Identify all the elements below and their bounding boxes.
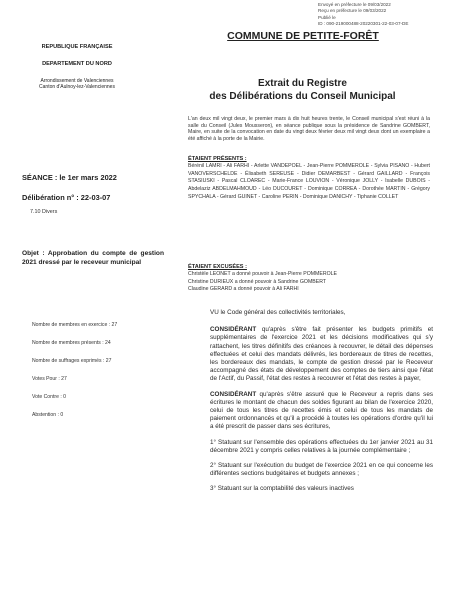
considering-text: qu'après s'être assuré que le Receveur a repris dans ses écritures le montant de chacun des soldes figurant au bilan de l'exercice 2020, celui de tous les titres de recettes émis et celui de tous les mandats de paiement ordonnancés et qu'il a procédé à toutes les opérations d'ordre qu'il lui a été prescrit de passer dans ses écritures,: [210, 390, 433, 431]
ruling-item-1: 1° Statuant sur l'ensemble des opérations effectuées du 1er janvier 2021 au 31 décembre 2021 y compris celles relatives à la journée complémentaire ;: [210, 438, 433, 454]
ruling-item-3: 3° Statuant sur la comptabilité des valeurs inactives: [210, 485, 354, 493]
excused-item: Claudine GERARD a donné pouvoir à Ali FARHI: [188, 286, 299, 292]
prefecture-receipt-stamp: [318, 2, 446, 28]
deliberation-subject: Objet : Approbation du compte de gestion 2021 dressé par le receveur municipal: [22, 250, 164, 266]
members-in-office: Nombre de membres en exercice : 27: [32, 322, 118, 328]
document-title: [175, 78, 430, 103]
considering-paragraph-2: [188, 391, 433, 432]
legal-basis: VU le Code général des collectivités territoriales,: [210, 309, 346, 316]
excused-item: Christèle LEONET a donné pouvoir à Jean-Pierre POMMEROLE: [188, 271, 337, 277]
category-code: 7.10 Divers: [30, 209, 58, 215]
abstentions: Abstention : 0: [32, 411, 64, 418]
considering-keyword: CONSIDÉRANT: [210, 326, 257, 334]
presents-list: Bérénil LAMRI - Ali FARHI - Arlette VANDEPOEL - Jean-Pierre POMMEROLE - Sylvia PISANO - Hubert VANOVERSCHELDE - Élisabeth SEREUSE - Didier DEMARBEST - Gérard GAILLARD - François STASIUSKI - Pascal CLOAREC - Marie-France LOUVION - Véronique JOLLY - Isabelle DUBOIS - Abdelaziz ABDELMAHMOUD - Léo DUCOURET - Dominique CORREA - Dorothée MARTIN - Grégory SPYCHALA - Gérard GUINET - Caroline PERIN - Dominique DANICHY - Tiphanie COLLET: [188, 163, 430, 200]
seance-date: SÉANCE : le 1er mars 2022: [22, 173, 117, 182]
votes-against: Vote Contre : 0: [32, 393, 66, 400]
considering-text: qu'après s'être fait présenter les budgets primitifs et supplémentaires de l'exercice 2021 et les décisions modificatives qui s'y rattachent, les titres définitifs des créances à recouvrer, le détail des dépenses effectuées et celui des mandats délivrés, les bordereaux de titres de recettes, les bordereaux des mandats, le compte de gestion dressé par le Receveur accompagné des états de développement des comptes de tiers ainsi que l'état de l'Actif, du Passif, l'état des restes à recouvrer et l'état des restes à payer,: [210, 326, 433, 383]
republique-label: REPUBLIQUE FRANÇAISE: [41, 44, 113, 50]
canton-label: Canton d'Aulnoy-lez-Valenciennes: [39, 84, 115, 91]
arrondissement-label: Arrondissement de Valenciennes: [40, 78, 114, 84]
ruling-item-2: 2° Statuant sur l'exécution du budget de l'exercice 2021 en ce qui concerne les différentes sections budgétaires et budgets annexes ;: [210, 462, 433, 478]
votes-for: Votes Pour : 27: [32, 375, 67, 382]
considering-keyword: CONSIDÉRANT: [210, 390, 257, 398]
members-present: Nombre de membres présents : 24: [32, 339, 111, 346]
departement-label: DEPARTEMENT DU NORD: [42, 61, 112, 67]
title-line-2: des Délibérations du Conseil Municipal: [209, 90, 396, 102]
receipt-line: Envoyé en préfecture le 09/03/2022: [318, 2, 391, 7]
receipt-line: Reçu en préfecture le 09/03/2022: [318, 8, 387, 14]
receipt-line: Publié le: [318, 14, 336, 20]
session-intro: L'an deux mil vingt deux, le premier mars à dix huit heures trente, le Conseil municipal s'est réuni à la salle du Conseil (Jules Mousseron), en séance publique sous la présidence de Sandrine GOMBERT, Maire, en suite de la convocation en date du vingt deux février deux mil vingt deux dont un exemplaire a été affiché à la porte de la Mairie.: [188, 116, 430, 142]
commune-name: COMMUNE DE PETITE-FORÊT: [227, 30, 379, 42]
title-line-1: Extrait du Registre: [258, 78, 347, 89]
receipt-line: ID : 090-219000488-20220301-22-03-07-DE: [318, 21, 409, 27]
excused-heading: ÉTAIENT EXCUSÉES :: [188, 264, 247, 270]
deliberation-number: Délibération n° : 22-03-07: [22, 193, 111, 202]
excused-list: [188, 271, 430, 294]
votes-cast: Nombre de suffrages exprimés : 27: [32, 357, 112, 364]
considering-paragraph-1: [188, 326, 433, 383]
presents-heading: ÉTAIENT PRÉSENTS :: [188, 156, 247, 162]
vote-counts: [32, 322, 172, 429]
excused-item: Christine DURIEUX a donné pouvoir à Sandrine GOMBERT: [188, 278, 327, 285]
deliberation-body: [188, 309, 433, 501]
administrative-header: [22, 44, 132, 90]
